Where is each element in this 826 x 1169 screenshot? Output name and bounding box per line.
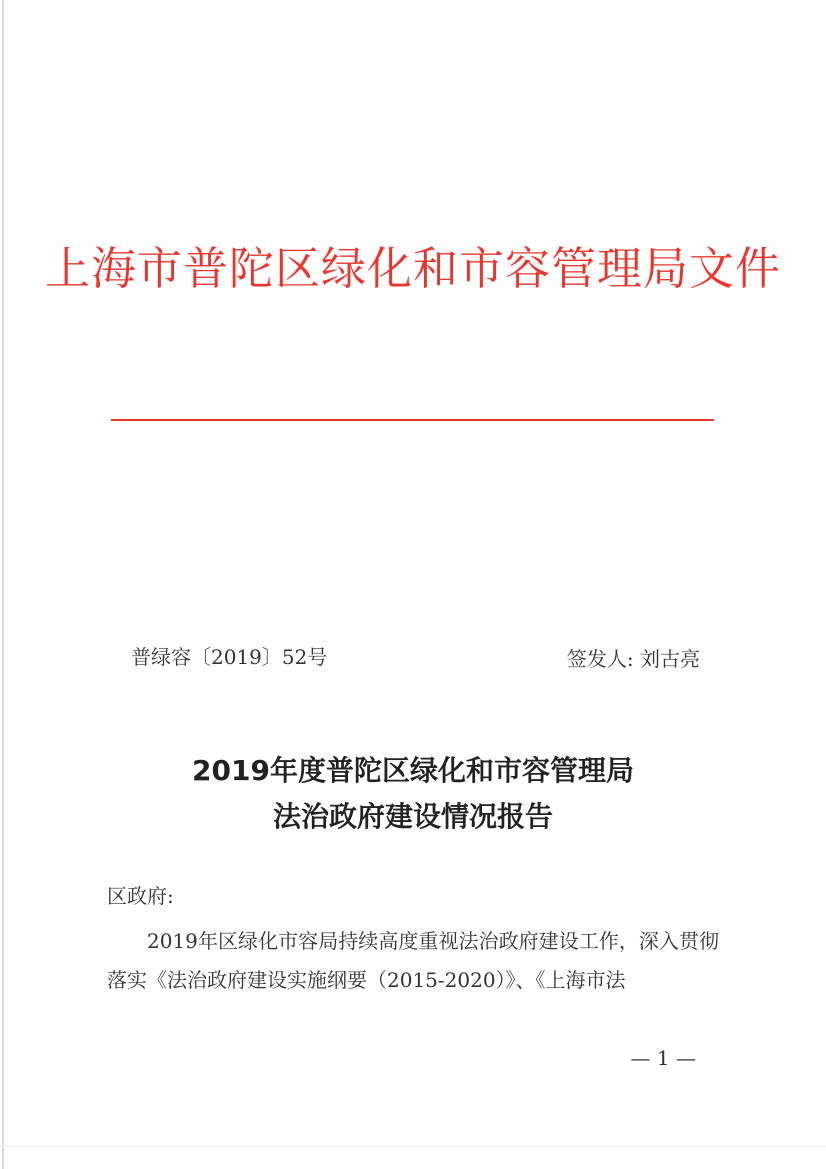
body-paragraph: 2019年区绿化市容局持续高度重视法治政府建设工作，深入贯彻落实《法治政府建设实施纲要（2015-2020）》、《上海市法 bbox=[107, 929, 719, 992]
signer-label: 签发人: bbox=[566, 647, 634, 671]
report-title-line-1: 2019年度普陀区绿化和市容管理局 bbox=[192, 754, 634, 787]
header-divider-line bbox=[111, 419, 714, 421]
signer-name: 刘古亮 bbox=[640, 647, 700, 671]
agency-header-title: 上海市普陀区绿化和市容管理局文件 bbox=[44, 242, 781, 295]
scan-edge-shadow bbox=[2, 0, 4, 1169]
salutation: 区政府: bbox=[107, 884, 174, 908]
signer-line bbox=[567, 643, 700, 672]
document-number: 普绿容〔2019〕52号 bbox=[131, 645, 328, 669]
report-title-line-2: 法治政府建设情况报告 bbox=[272, 800, 553, 833]
page-number: — 1 — bbox=[630, 1046, 696, 1070]
scan-bottom-edge bbox=[0, 1146, 826, 1147]
report-title bbox=[0, 748, 826, 840]
